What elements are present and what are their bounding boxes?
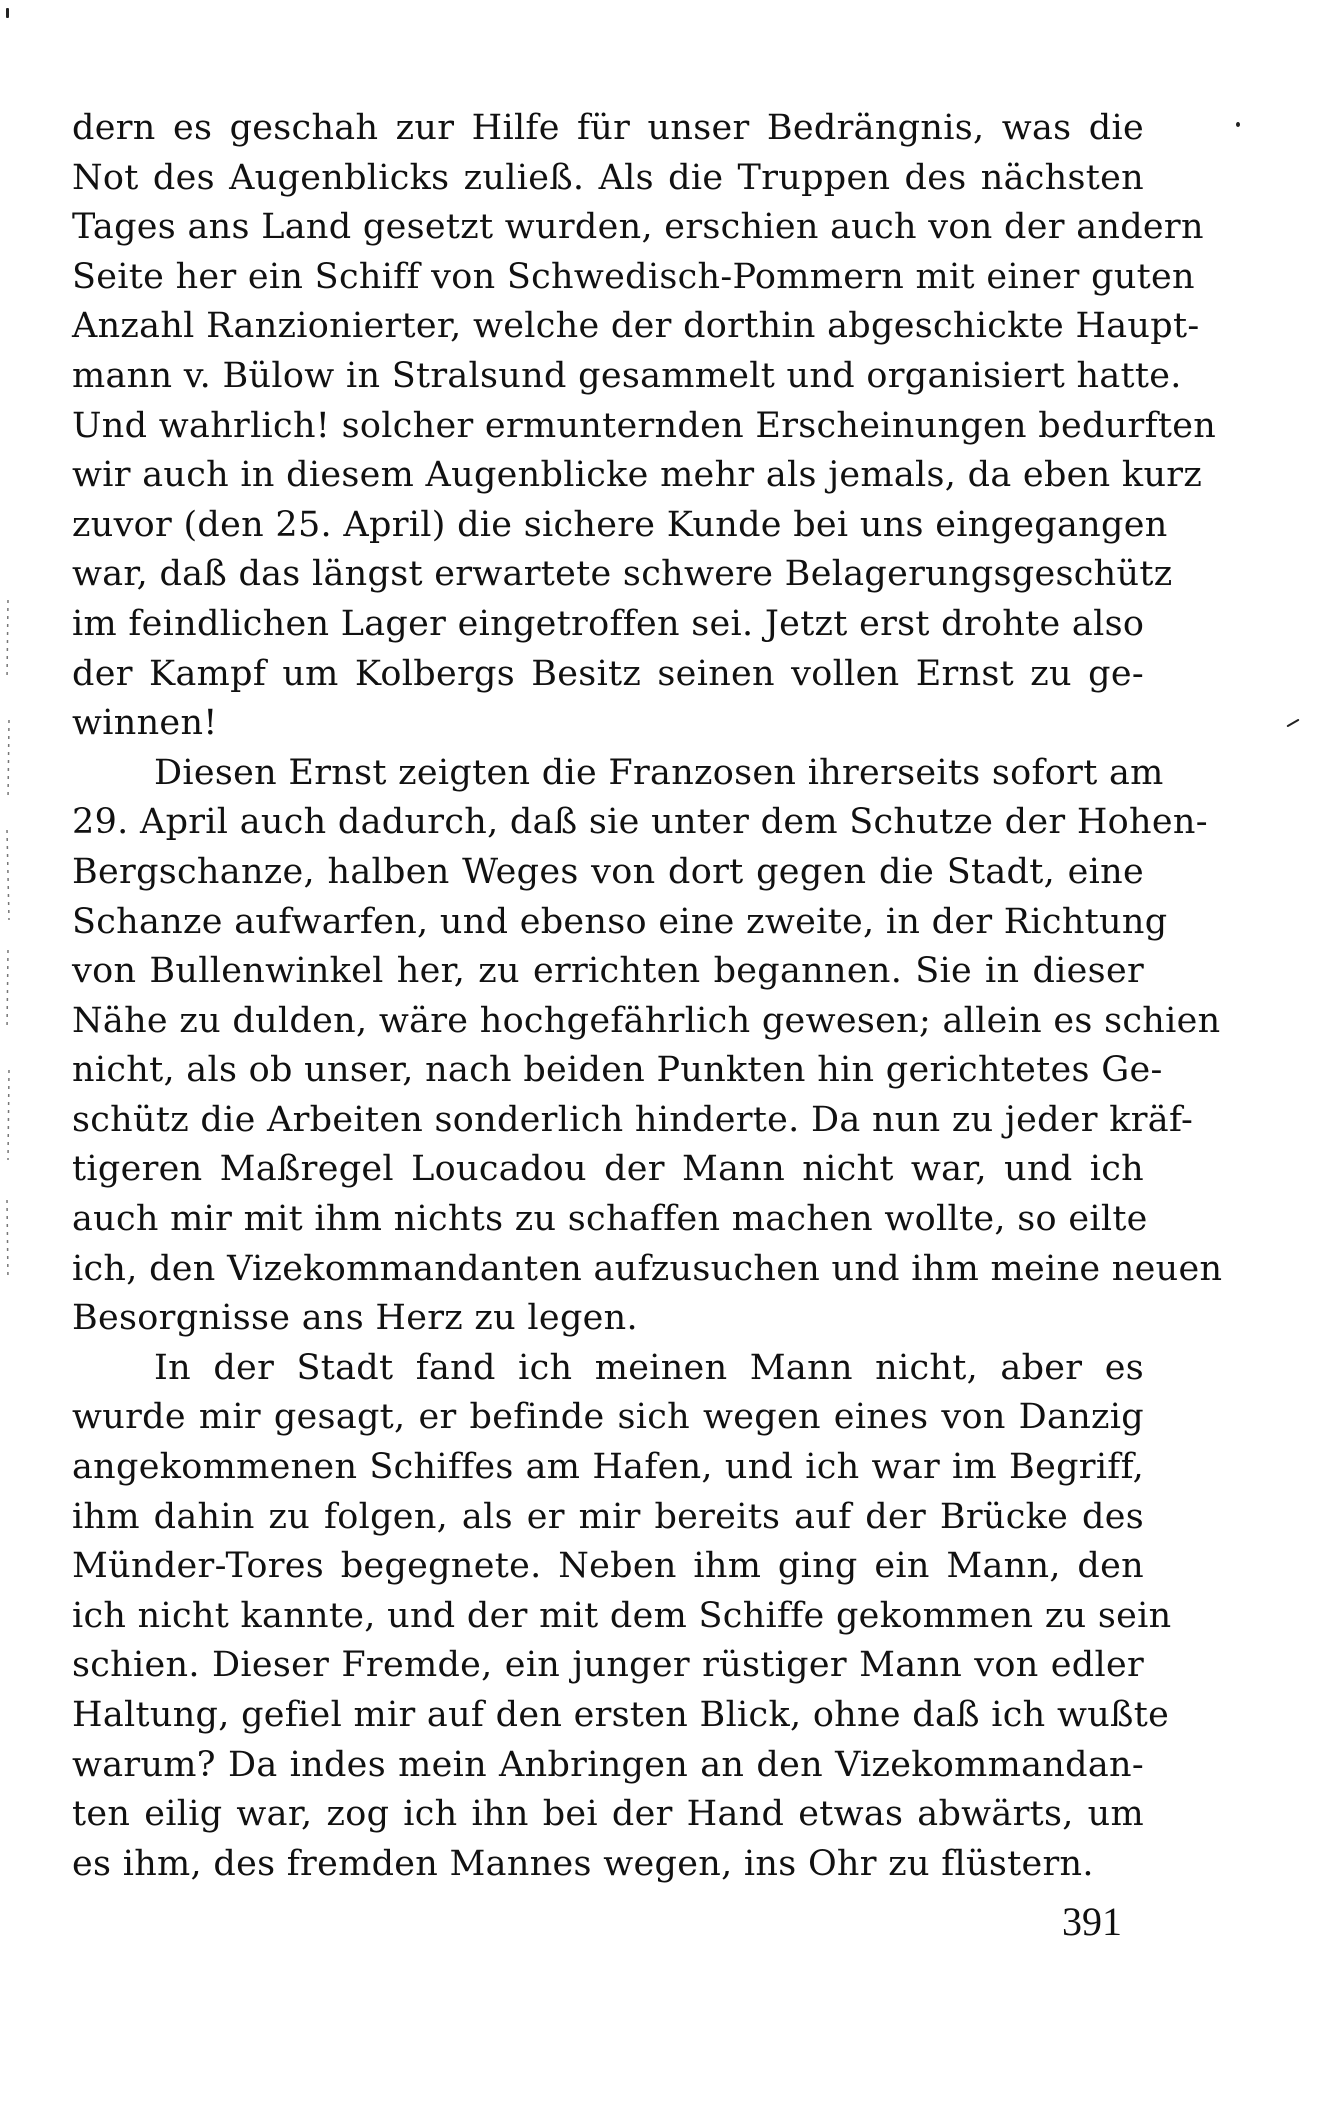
text-line: mann v. Bülow in Stralsund gesammelt und organisiert hatte. [72, 355, 1182, 396]
text-line: wurde mir gesagt, er befinde sich wegen eines von Danzig [72, 1397, 1144, 1438]
text-line: Bergschanze, halben Weges von dort gegen die Stadt, eine [72, 851, 1144, 892]
text-line: In der Stadt fand ich meinen Mann nicht, aber es [154, 1347, 1144, 1388]
text-line: ich nicht kannte, und der mit dem Schiffe gekommen zu sein [72, 1595, 1172, 1636]
scan-speck [1286, 719, 1299, 728]
text-line: Besorgnisse ans Herz zu legen. [72, 1298, 638, 1339]
scan-edge-marks [0, 600, 14, 1280]
text-line: wir auch in diesem Augenblicke mehr als jemals, da eben kurz [72, 455, 1203, 496]
text-line: winnen! [72, 703, 218, 744]
text-line: auch mir mit ihm nichts zu schaffen machen wollte, so eilte [72, 1199, 1148, 1240]
text-line: Seite her ein Schiff von Schwedisch-Pommern mit einer guten [72, 256, 1195, 297]
text-line: Schanze aufwarfen, und ebenso eine zweite, in der Richtung [72, 901, 1168, 942]
text-line: Tages ans Land gesetzt wurden, erschien auch von der andern [72, 207, 1204, 248]
body-text [72, 104, 1223, 1889]
text-line: ich, den Vizekommandanten aufzusuchen und ihm meine neuen [72, 1248, 1223, 1289]
text-line: dern es geschah zur Hilfe für unser Bedrängnis, was die [72, 108, 1144, 148]
paragraph [72, 749, 1223, 1344]
text-line: angekommenen Schiffes am Hafen, und ich war im Begriff, [72, 1447, 1144, 1488]
text-line: Münder-Tores begegnete. Neben ihm ging ein Mann, den [72, 1546, 1144, 1587]
text-line: Anzahl Ranzionierter, welche der dorthin abgeschickte Haupt- [72, 306, 1200, 347]
text-line: nicht, als ob unser, nach beiden Punkten hin gerichtetes Ge- [72, 1050, 1163, 1091]
text-line: ihm dahin zu folgen, als er mir bereits auf der Brücke des [72, 1496, 1144, 1537]
text-line: war, daß das längst erwartete schwere Belagerungsgeschütz [72, 554, 1173, 595]
text-line: Nähe zu dulden, wäre hochgefährlich gewesen; allein es schien [72, 1000, 1221, 1041]
page-number: 391 [1062, 1899, 1122, 1944]
text-line: es ihm, des fremden Mannes wegen, ins Ohr zu flüstern. [72, 1843, 1094, 1884]
text-line: schütz die Arbeiten sonderlich hinderte. Da nun zu jeder kräf- [72, 1099, 1194, 1140]
paragraph [72, 104, 1217, 749]
text-line: Diesen Ernst zeigten die Franzosen ihrerseits sofort am [154, 752, 1164, 793]
text-line: 29. April auch dadurch, daß sie unter dem Schutze der Hohen- [72, 802, 1208, 843]
scan-speck [1236, 122, 1240, 127]
text-line: Haltung, gefiel mir auf den ersten Blick, ohne daß ich wußte [72, 1695, 1170, 1735]
text-line: tigeren Maßregel Loucadou der Mann nicht war, und ich [72, 1149, 1144, 1190]
text-line: von Bullenwinkel her, zu errichten begannen. Sie in dieser [72, 951, 1144, 992]
text-line: ten eilig war, zog ich ihn bei der Hand etwas abwärts, um [72, 1794, 1144, 1835]
text-line: warum? Da indes mein Anbringen an den Vizekommandan- [72, 1744, 1144, 1785]
scan-speck [6, 8, 9, 18]
text-line: Und wahrlich! solcher ermunternden Erscheinungen bedurften [72, 405, 1217, 446]
text-line: der Kampf um Kolbergs Besitz seinen vollen Ernst zu ge- [72, 653, 1144, 694]
text-line: Not des Augenblicks zuließ. Als die Truppen des nächsten [72, 157, 1144, 198]
text-line: zuvor (den 25. April) die sichere Kunde bei uns eingegangen [72, 504, 1168, 545]
text-line: schien. Dieser Fremde, ein junger rüstiger Mann von edler [72, 1645, 1144, 1686]
paragraph [72, 1344, 1172, 1890]
text-line: im feindlichen Lager eingetroffen sei. Jetzt erst drohte also [72, 603, 1145, 644]
